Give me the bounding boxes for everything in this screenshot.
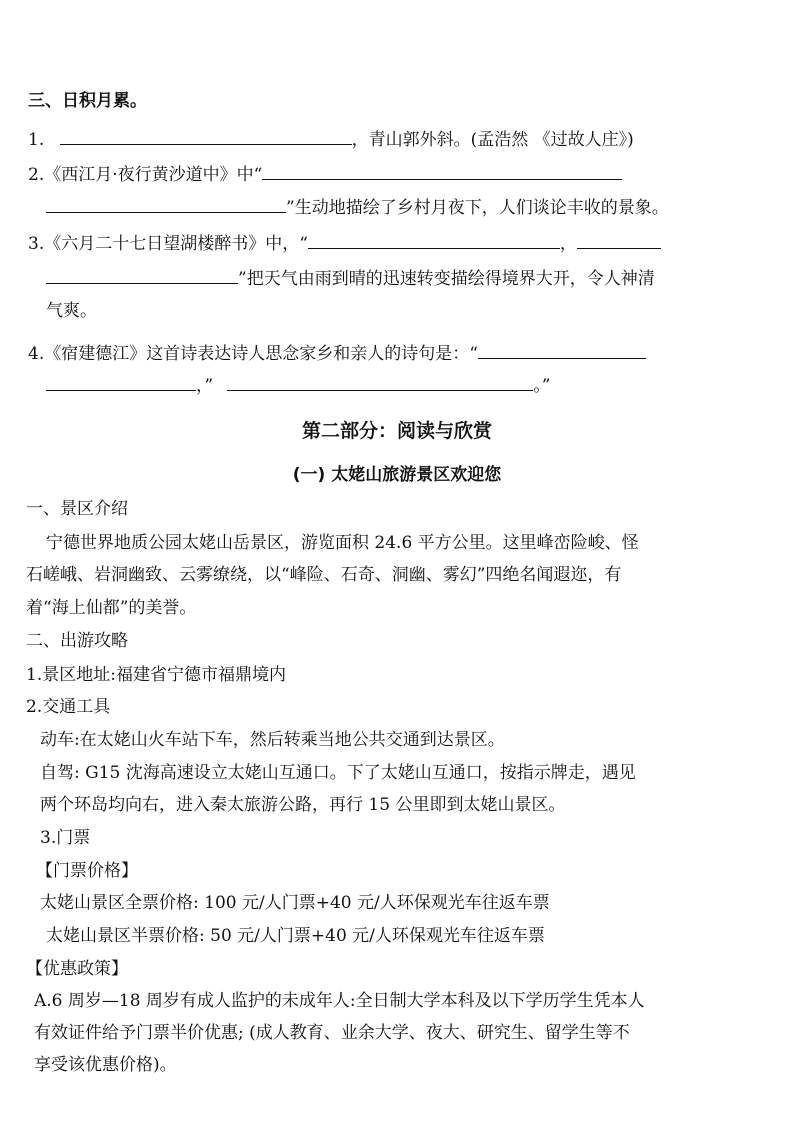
question-2 (28, 161, 622, 186)
question-text: 2.《西江月·夜行黄沙道中》中“ (28, 165, 263, 185)
section-heading: 三、日积月累。 (28, 91, 147, 111)
answer-blank[interactable] (46, 372, 196, 391)
policy-text: 有效证件给予门票半价优惠; (成人教育、业余大学、夜大、研究生、留学生等不 (34, 1023, 630, 1043)
answer-blank[interactable] (46, 265, 238, 284)
question-3-line-2 (46, 265, 655, 290)
policy-heading: 【优惠政策】 (26, 959, 128, 979)
answer-blank[interactable] (577, 230, 661, 249)
intro-text: 着“海上仙都”的美誉。 (26, 598, 197, 618)
question-number: 1. (28, 130, 45, 150)
passage-title: (一) 太姥山旅游景区欢迎您 (292, 465, 502, 485)
question-text: 。” (533, 376, 551, 396)
drive-text: 两个环岛均向右，进入秦太旅游公路，再行 15 公里即到太姥山景区。 (40, 795, 566, 815)
question-text: ”生动地描绘了乡村月夜下，人们谈论丰收的景象。 (286, 198, 669, 218)
answer-blank[interactable] (46, 194, 286, 213)
train-text: 动车:在太姥山火车站下车，然后转乘当地公共交通到达景区。 (40, 730, 505, 750)
question-4-line-2 (46, 372, 550, 397)
part-title: 第二部分：阅读与欣赏 (301, 420, 492, 442)
intro-heading: 一、景区介绍 (26, 499, 128, 519)
question-text: ，” (196, 376, 214, 396)
policy-text: 享受该优惠价格)。 (34, 1055, 177, 1075)
question-text: ”把天气由雨到晴的迅速转变描绘得境界大开，令人神清 (238, 269, 655, 289)
policy-text: A.6 周岁—18 周岁有成人监护的未成年人:全日制大学本科及以下学历学生凭本人 (34, 991, 645, 1011)
question-2-line-2 (46, 194, 669, 219)
drive-text: 自驾: G15 沈海高速设立太姥山互通口。下了太姥山互通口，按指示牌走，遇见 (40, 763, 636, 783)
transport-heading: 2.交通工具 (26, 697, 111, 717)
intro-text: 石嵯峨、岩洞幽致、云雾缭绕，以“峰险、石奇、洞幽、雾幻”四绝名闻遐迩，有 (26, 565, 622, 585)
answer-blank[interactable] (227, 372, 533, 391)
comma: ， (559, 234, 577, 254)
answer-blank[interactable] (478, 340, 646, 359)
half-price-text: 太姥山景区半票价格: 50 元/人门票+40 元/人环保观光车往返车票 (46, 926, 545, 946)
ticket-heading: 3.门票 (40, 828, 91, 848)
answer-blank[interactable] (60, 126, 352, 145)
price-heading: 【门票价格】 (36, 861, 138, 881)
guide-heading: 二、出游攻略 (26, 631, 128, 651)
question-3-line-3: 气爽。 (46, 301, 97, 321)
question-text: 3.《六月二十七日望湖楼醉书》中，“ (28, 234, 308, 254)
answer-blank[interactable] (308, 230, 560, 249)
answer-blank[interactable] (262, 161, 622, 180)
question-3 (28, 230, 661, 255)
question-text: 4.《宿建德江》这首诗表达诗人思念家乡和亲人的诗句是：“ (28, 344, 478, 364)
intro-text: 宁德世界地质公园太姥山岳景区，游览面积 24.6 平方公里。这里峰峦险峻、怪 (46, 533, 639, 553)
question-4 (28, 340, 646, 365)
address-text: 1.景区地址:福建省宁德市福鼎境内 (26, 665, 286, 685)
question-1 (28, 126, 634, 151)
full-price-text: 太姥山景区全票价格: 100 元/人门票+40 元/人环保观光车往返车票 (40, 893, 550, 913)
question-text: ，青山郭外斜。(孟浩然 《过故人庄》) (351, 130, 634, 150)
